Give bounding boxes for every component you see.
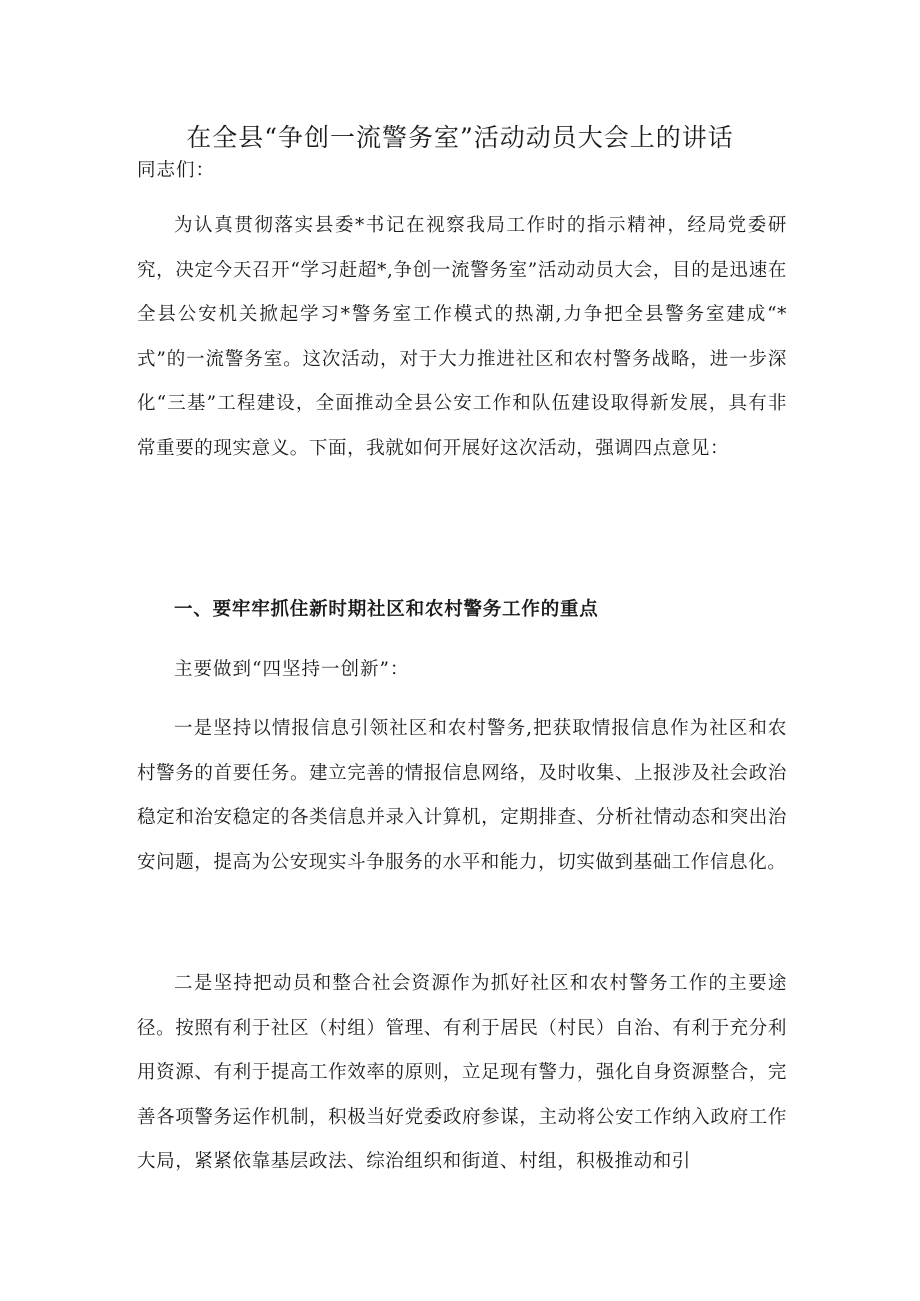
point-one-paragraph: 一是坚持以情报信息引领社区和农村警务,把获取情报信息作为社区和农村警务的首要任务。建立完善的情报信息网络，及时收集、上报涉及社会政治稳定和治安稳定的各类信息并录入计算机，定期排查、分析社情动态和突出治安问题，提高为公安现实斗争服务的水平和能力，切实做到基础工作信息化。 (137, 718, 787, 873)
intro-paragraph: 为认真贯彻落实县委*书记在视察我局工作时的指示精神，经局党委研究，决定今天召开“学习赶超*,争创一流警务室”活动动员大会，目的是迅速在全县公安机关掀起学习*警务室工作模式的热潮,力争把全县警务室建成“*式”的一流警务室。这次活动，对于大力推进社区和农村警务战略，进一步深化“三基”工程建设，全面推动全县公安工作和队伍建设取得新发展，具有非常重要的现实意义。下面，我就如何开展好这次活动，强调四点意见： (137, 215, 787, 459)
section-heading: 一、要牢牢抓住新时期社区和农村警务工作的重点 (174, 599, 599, 620)
section-subheading: 主要做到“四坚持一创新”： (174, 659, 410, 680)
document-title: 在全县“争创一流警务室”活动动员大会上的讲话 (186, 123, 734, 152)
point-two-paragraph: 二是坚持把动员和整合社会资源作为抓好社区和农村警务工作的主要途径。按照有利于社区（村组）管理、有利于居民（村民）自治、有利于充分利用资源、有利于提高工作效率的原则，立足现有警力，强化自身资源整合，完善各项警务运作机制，积极当好党委政府参谋，主动将公安工作纳入政府工作大局，紧紧依靠基层政法、综治组织和街道、村组，积极推动和引 (137, 973, 787, 1173)
salutation: 同志们： (137, 160, 216, 181)
